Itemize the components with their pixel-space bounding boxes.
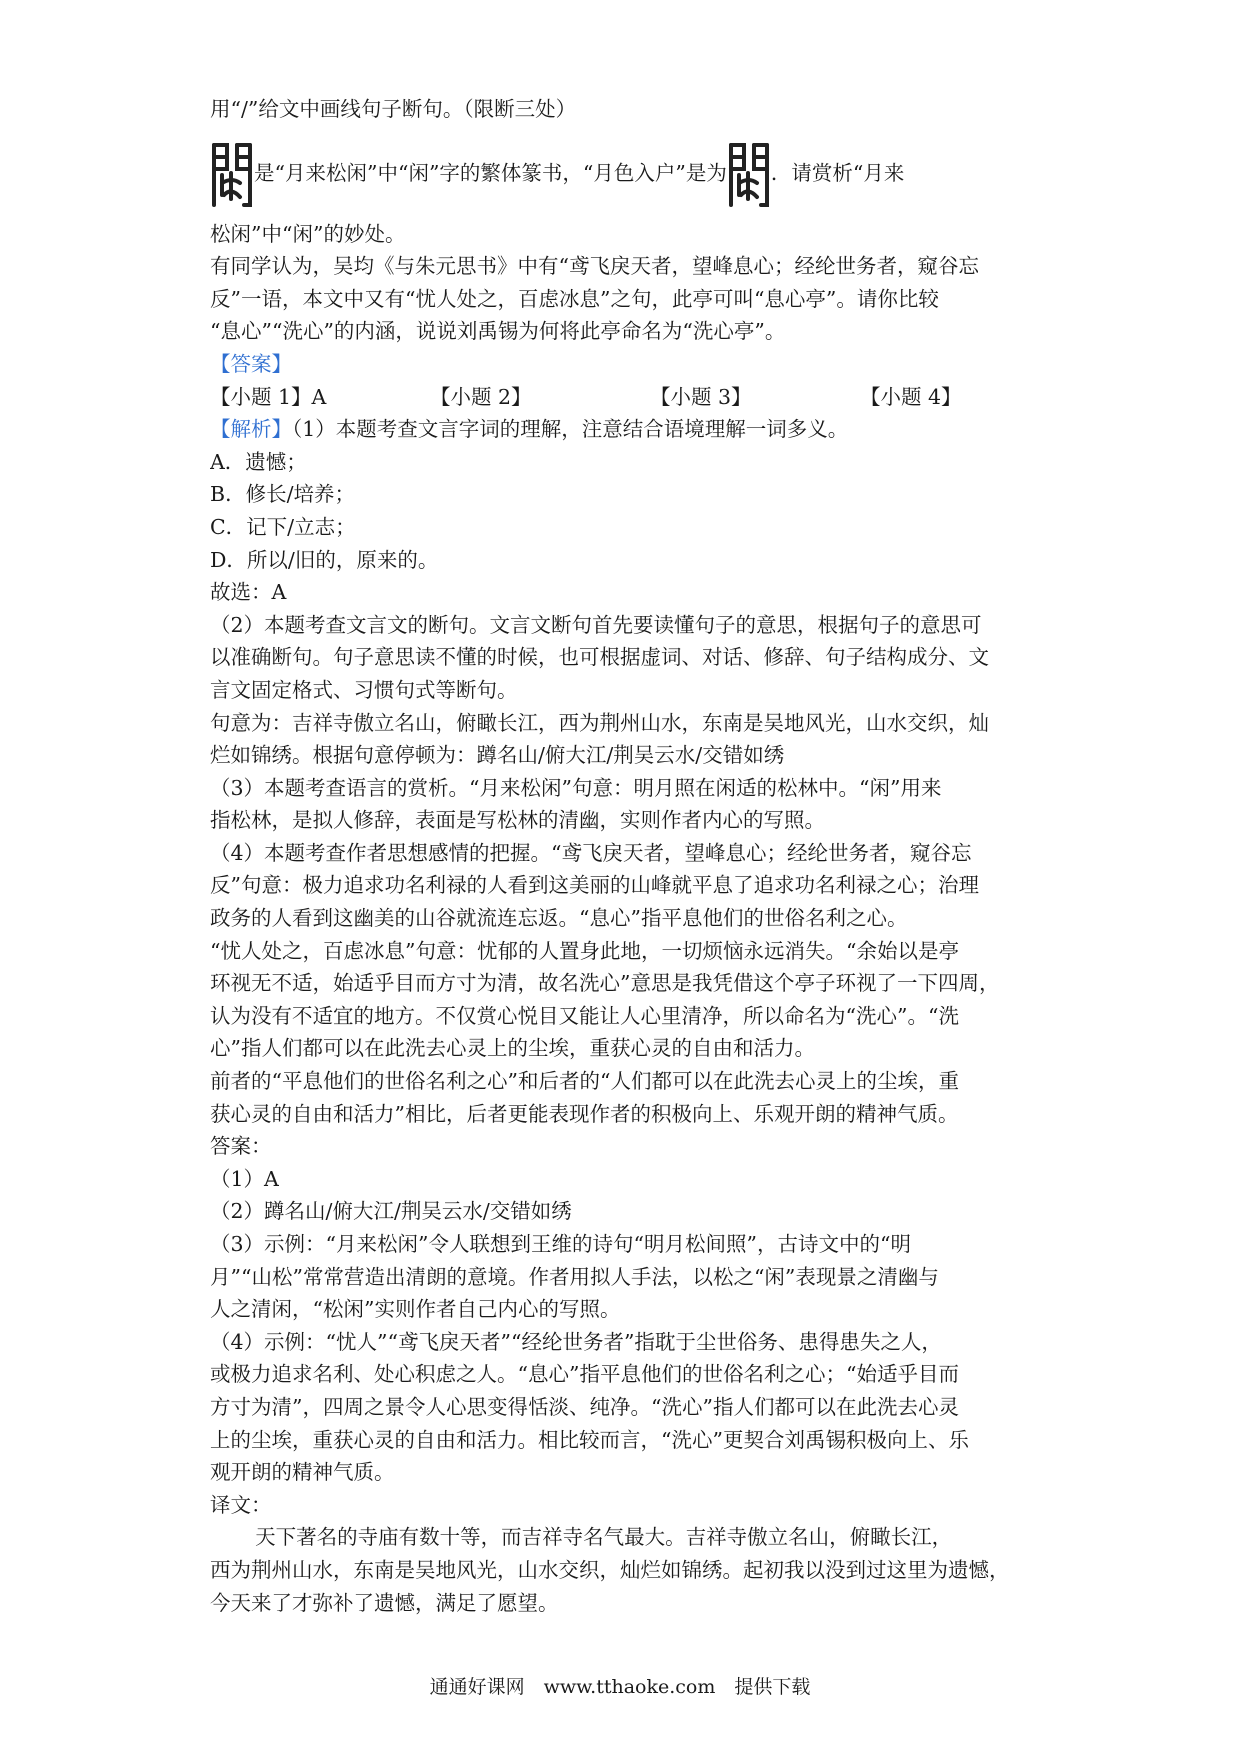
body-line: A．遗憾； (210, 449, 307, 474)
body-line: 观开朗的精神气质。 (210, 1460, 395, 1485)
body-line: 心”指人们都可以在此洗去心灵上的尘埃，重获心灵的自由和活力。 (210, 1036, 815, 1061)
question-line: 反”一语，本文中又有“忧人处之，百虑冰息”之句，此亭可叫“息心亭”。请你比较 (210, 286, 939, 311)
body-line: 前者的“平息他们的世俗名利之心”和后者的“人们都可以在此洗去心灵上的尘埃，重 (210, 1069, 959, 1094)
body-line: 译文： (210, 1492, 272, 1517)
body-line: 政务的人看到这幽美的山谷就流连忘返。“息心”指平息他们的世俗名利之心。 (210, 906, 908, 931)
body-line: （3）示例：“月来松闲”令人联想到王维的诗句“明月松间照”，古诗文中的“明 (210, 1232, 911, 1256)
body-line: 故选：A (210, 580, 287, 605)
body-line: （4）本题考查作者思想感情的把握。“鸢飞戾天者，望峰息心；经纶世务者，窥谷忘 (210, 840, 972, 865)
body-line: “忧人处之，百虑冰息”句意：忧郁的人置身此地，一切烦恼永远消失。“余始以是亭 (210, 938, 959, 963)
analysis-line (210, 413, 1040, 446)
subquestion-1: 【小题 1】A (210, 384, 327, 409)
seal-question-text-a: 是“月来松闲”中“闲”字的繁体篆书，“月色入户”是为 (254, 161, 727, 186)
question-line: 松闲”中“闲”的妙处。 (210, 221, 406, 246)
body-line: 上的尘埃，重获心灵的自由和活力。相比较而言，“洗心”更契合刘禹锡积极向上、乐 (210, 1427, 969, 1452)
body-line: 获心灵的自由和活力”相比，后者更能表现作者的积极向上、乐观开朗的精神气质。 (210, 1101, 959, 1126)
body-line: （4）示例：“忧人”“鸢飞戾天者”“经纶世务者”指耽于尘世俗务、患得患失之人， (210, 1329, 942, 1354)
body-line: 或极力追求名利、处心积虑之人。“息心”指平息他们的世俗名利之心；“始适乎目而 (210, 1362, 959, 1387)
body-line: （2）蹲名山/俯大江/荆吴云水/交错如绣 (210, 1199, 572, 1224)
subquestion-4: 【小题 4】 (860, 384, 962, 409)
body-line: B．修长/培养； (210, 482, 355, 507)
body-line: 认为没有不适宜的地方。不仅赏心悦目又能让人心里清净，所以命名为“洗心”。“洗 (210, 1003, 959, 1028)
analysis-first-text: （1）本题考查文言字词的理解，注意结合语境理解一词多义。 (292, 417, 849, 442)
body-line: C．记下/立志； (210, 514, 356, 539)
answer-heading: 【答案】 (210, 351, 292, 376)
seal-character-svg-2 (727, 139, 771, 209)
body-line: 反”句意：极力追求功名利禄的人看到这美丽的山峰就平息了追求功名利禄之心；治理 (210, 873, 979, 898)
body-line: D．所以/旧的，原来的。 (210, 547, 439, 572)
seal-character-svg (210, 139, 254, 209)
document-content (210, 93, 1040, 1619)
subquestion-row (210, 381, 1040, 414)
body-line: 以准确断句。句子意思读不懂的时候，也可根据虚词、对话、修辞、句子结构成分、文 (210, 645, 989, 670)
body-line: 言文固定格式、习惯句式等断句。 (210, 677, 518, 702)
instruction-line: 用“/”给文中画线句子断句。（限断三处） (210, 97, 577, 121)
seal-question-row (210, 138, 1040, 210)
question-line: 有同学认为，吴均《与朱元思书》中有“鸢飞戾天者，望峰息心；经纶世务者，窥谷忘 (210, 254, 979, 279)
analysis-body (210, 446, 1040, 1522)
body-line: （2）本题考查文言文的断句。文言文断句首先要读懂句子的意思，根据句子的意思可 (210, 612, 982, 637)
seal-character-image-2 (727, 139, 771, 209)
body-line: 月”“山松”常常营造出清朗的意境。作者用拟人手法，以松之“闲”表现景之清幽与 (210, 1264, 939, 1289)
translation-line: 天下著名的寺庙有数十等，而吉祥寺名气最大。吉祥寺傲立名山，俯瞰长江， (255, 1525, 953, 1550)
body-line: （1）A (210, 1166, 279, 1191)
page-footer: 通通好课网 www.tthaoke.com 提供下载 (429, 1676, 811, 1698)
body-line: 方寸为清”，四周之景令人心思变得恬淡、纯净。“洗心”指人们都可以在此洗去心灵 (210, 1394, 959, 1419)
seal-character-image (210, 139, 254, 209)
translation-paragraph (210, 1521, 1040, 1619)
subquestion-3: 【小题 3】 (650, 384, 752, 409)
body-line: 烂如锦绣。根据句意停顿为：蹲名山/俯大江/荆吴云水/交错如绣 (210, 743, 785, 768)
translation-line: 西为荆州山水，东南是吴地风光，山水交织，灿烂如锦绣。起初我以没到过这里为遗憾， (210, 1557, 1010, 1582)
analysis-heading: 【解析】 (210, 417, 292, 442)
subquestion-2: 【小题 2】 (430, 384, 532, 409)
translation-line: 今天来了才弥补了遗憾，满足了愿望。 (210, 1590, 559, 1615)
body-line: 指松林，是拟人修辞，表面是写松林的清幽，实则作者内心的写照。 (210, 808, 825, 833)
seal-question-text-b: ．请赏析“月来 (770, 161, 905, 186)
body-line: （3）本题考查语言的赏析。“月来松闲”句意：明月照在闲适的松林中。“闲”用来 (210, 775, 942, 800)
body-line: 人之清闲，“松闲”实则作者自己内心的写照。 (210, 1297, 621, 1322)
body-line: 句意为：吉祥寺傲立名山，俯瞰长江，西为荆州山水，东南是吴地风光，山水交织，灿 (210, 710, 989, 735)
body-line: 答案： (210, 1134, 272, 1159)
question-line: “息心”“洗心”的内涵，说说刘禹锡为何将此亭命名为“洗心亭”。 (210, 319, 786, 344)
body-line: 环视无不适，始适乎目而方寸为清，故名洗心”意思是我凭借这个亭子环视了一下四周， (210, 971, 1000, 996)
